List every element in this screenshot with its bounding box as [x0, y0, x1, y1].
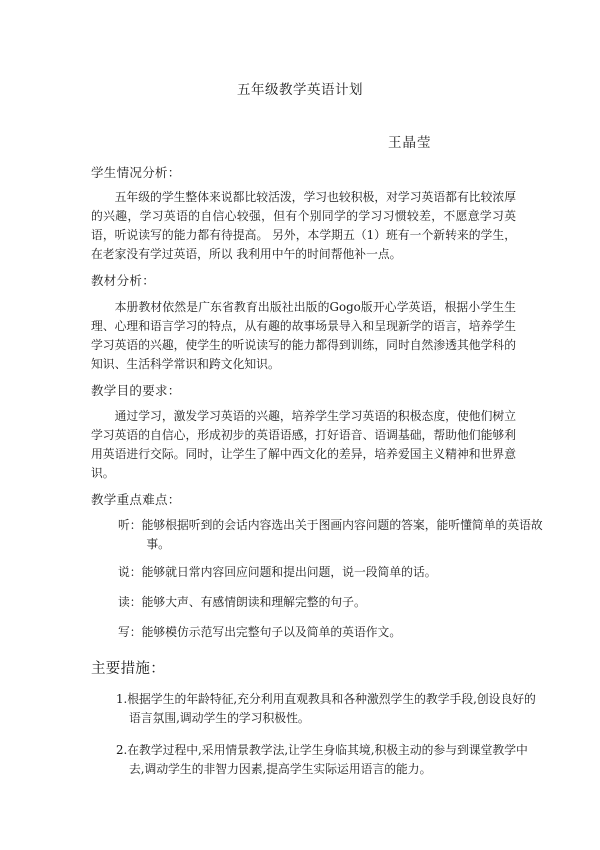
heading-teaching-goals: 教学目的要求：: [91, 383, 181, 398]
measure-item-2: 2.在教学过程中,采用情景教学法,让学生身临其境,积极主动的参与到课堂教学中去,调动学生的非智力因素,提高学生实际运用语言的能力。: [116, 743, 528, 776]
keypoint-listening-label: 听：: [118, 518, 142, 532]
keypoint-writing: [118, 623, 546, 642]
keypoint-speaking: [118, 563, 546, 582]
heading-main-measures: 主要措施：: [91, 661, 165, 677]
measure-item-1: 1.根据学生的年龄特征,充分利用直观教具和各种激烈学生的教学手段,创设良好的语言氛围,调动学生的学习积极性。: [116, 692, 536, 725]
keypoint-listening: [118, 516, 546, 554]
paragraph-textbook-analysis: 本册教材依然是广东省教育出版社出版的Gogo版开心学英语，根据小学生生理、心理和语言学习的特点，从有趣的故事场景导入和呈现新学的语言，培养学生学习英语的兴趣，使学生的听说读写的能力都得到训练，同时自然渗透其他学科的知识、生活科学常识和跨文化知识。: [91, 300, 516, 371]
paragraph-teaching-goals: 通过学习，激发学习英语的兴趣，培养学生学习英语的积极态度，使他们树立学习英语的自信心，形成初步的英语语感，打好语音、语调基础，帮助他们能够利用英语进行交际。同时，让学生了解中西文化的差异，培养爱国主义精神和世界意识。: [91, 409, 516, 480]
keypoint-speaking-label: 说：: [118, 565, 142, 579]
keypoint-reading-label: 读：: [118, 595, 142, 609]
keypoint-speaking-text: 能够就日常内容回应问题和提出问题，说一段简单的话。: [141, 565, 437, 579]
keypoint-writing-text: 能够模仿示范写出完整句子以及简单的英语作文。: [141, 625, 402, 639]
heading-textbook-analysis: 教材分析：: [91, 273, 156, 288]
author-name: 王晶莹: [388, 135, 432, 151]
keypoint-reading: [118, 593, 546, 612]
paragraph-student-analysis: 五年级的学生整体来说都比较活泼，学习也较积极，对学习英语都有比较浓厚的兴趣，学习英语的自信心较强，但有个别同学的学习习惯较差，不愿意学习英语，听说读写的能力都有待提高。 另外，本学期五（1）班有一个新转来的学生，在老家没有学过英语，所以 我利用中午的时间帮他补一点。: [91, 190, 516, 261]
keypoint-reading-text: 能够大声、有感情朗读和理解完整的句子。: [141, 595, 366, 609]
heading-key-points: 教学重点难点：: [91, 492, 181, 507]
heading-student-analysis: 学生情况分析：: [91, 165, 181, 180]
document-title: 五年级教学英语计划: [237, 82, 363, 98]
keypoint-listening-text: 能够根据听到的会话内容选出关于图画内容问题的答案，能听懂简单的英语故事。: [141, 518, 543, 551]
keypoint-writing-label: 写：: [118, 625, 142, 639]
